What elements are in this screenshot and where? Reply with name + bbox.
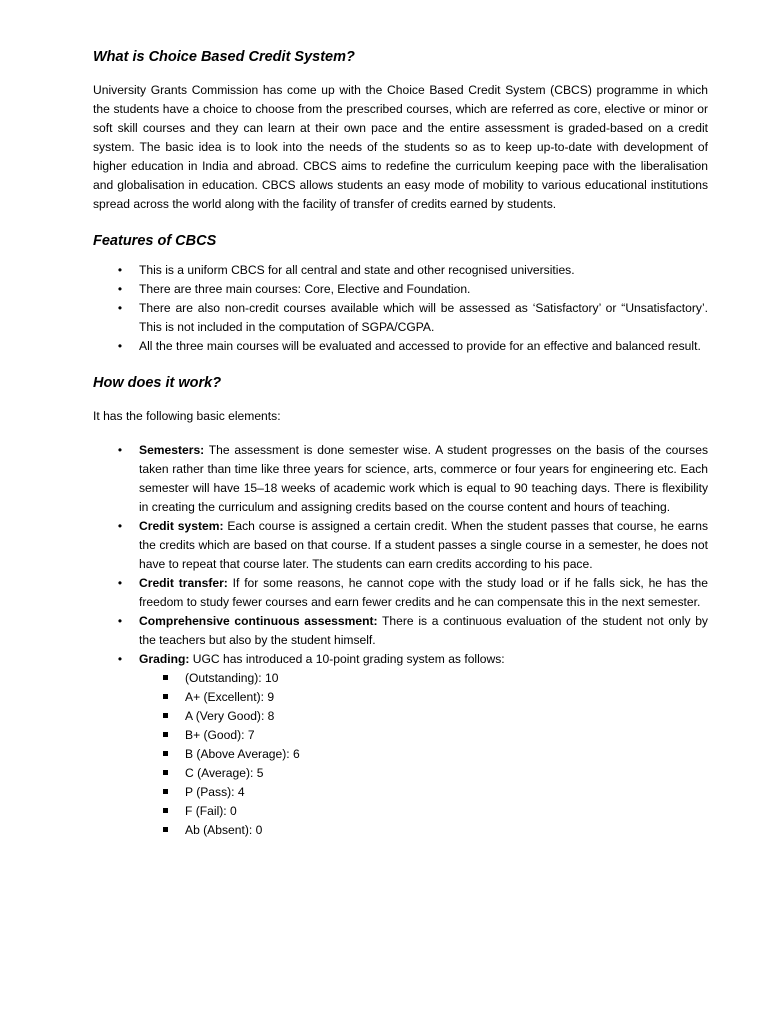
grade-text: A+ (Excellent): 9 [185,690,275,704]
grade-item [185,669,708,688]
grade-text: C (Average): 5 [185,766,264,780]
grade-text: (Outstanding): 10 [185,671,279,685]
element-description: UGC has introduced a 10-point grading system as follows: [189,652,505,666]
grade-text: B (Above Average): 6 [185,747,300,761]
bullet-icon: • [117,282,123,296]
element-item-credit-transfer [117,574,708,612]
grades-list [139,669,708,840]
feature-item [117,337,708,356]
grade-item [185,802,708,821]
grade-text: A (Very Good): 8 [185,709,275,723]
grade-text: Ab (Absent): 0 [185,823,263,837]
element-description: If for some reasons, he cannot cope with the study load or if he falls sick, he has the freedom to study fewer courses and earn fewer credits and he can compensate this in the next semester. [139,576,708,609]
bullet-icon: • [117,263,123,277]
bullet-icon: • [117,652,123,666]
feature-item [117,261,708,280]
grade-text: B+ (Good): 7 [185,728,255,742]
square-bullet-icon [163,751,168,756]
grade-text: F (Fail): 0 [185,804,237,818]
bullet-icon: • [117,301,123,315]
grade-item [185,745,708,764]
bullet-icon: • [117,614,123,628]
feature-item-text: This is a uniform CBCS for all central and state and other recognised universities. [139,263,575,277]
square-bullet-icon [163,789,168,794]
heading-what-is-cbcs: What is Choice Based Credit System? [93,49,355,65]
element-description: Each course is assigned a certain credit. When the student passes that course, he earns the credits which are based on that course. If a student passes a single course in a semester, he does not have to repeat that course later. The students can earn credits according to his pace. [139,519,709,571]
bullet-icon: • [117,576,123,590]
square-bullet-icon [163,827,168,832]
grade-item [185,726,708,745]
element-item-credit-system [117,517,709,574]
element-item-continuous-assessment [117,612,708,650]
element-term: Credit transfer: [139,576,228,590]
element-item-semesters [117,441,708,517]
grade-item [185,688,708,707]
feature-item [117,299,708,337]
square-bullet-icon [163,675,168,680]
cbcs-intro-paragraph: University Grants Commission has come up with the Choice Based Credit System (CBCS) programme in which the students have a choice to choose from the prescribed courses, which are referred as core, elective or minor or soft skill courses and they can learn at their own pace and the entire assessment is graded-based on a credit system. The basic idea is to look into the needs of the students so as to keep up-to-date with development of higher education in India and abroad. CBCS aims to redefine the curriculum keeping pace with the liberalisation and globalisation in education. CBCS allows students an easy mode of mobility to various educational institutions spread across the world along with the facility of transfer of credits earned by students. [93,83,708,211]
feature-item-text: All the three main courses will be evaluated and accessed to provide for an effective and balanced result. [139,339,701,353]
square-bullet-icon [163,808,168,813]
element-item-grading [117,650,708,840]
grade-item [185,707,708,726]
features-list [93,261,708,356]
grade-item [185,783,708,802]
square-bullet-icon [163,732,168,737]
square-bullet-icon [163,770,168,775]
element-description: The assessment is done semester wise. A student progresses on the basis of the courses taken rather than time like three years for science, arts, commerce or four years for engineering etc. Each semester will have 15–18 weeks of academic work which is equal to 90 teaching days. There is flexibility in creating the curriculum and assigning credits based on the course content and hours of teaching. [139,443,708,514]
bullet-icon: • [117,519,123,533]
grade-text: P (Pass): 4 [185,785,245,799]
feature-item-text: There are three main courses: Core, Elective and Foundation. [139,282,471,296]
feature-item-text: There are also non-credit courses available which will be assessed as ‘Satisfactory’ or “Unsatisfactory’. This is not included in the computation of SGPA/CGPA. [139,301,708,334]
heading-how-does-it-work: How does it work? [93,375,222,391]
element-term: Grading: [139,652,190,666]
bullet-icon: • [117,339,123,353]
grade-item [185,764,708,783]
element-term: Comprehensive continuous assessment: [139,614,378,628]
element-description: There is a continuous evaluation of the student not only by the teachers but also by the student himself. [139,614,708,647]
feature-item [117,280,708,299]
bullet-icon: • [117,443,123,457]
elements-intro-text: It has the following basic elements: [93,409,281,423]
heading-features-of-cbcs: Features of CBCS [93,233,217,249]
element-term: Credit system: [139,519,224,533]
grade-item [185,821,708,840]
elements-list [93,441,708,840]
square-bullet-icon [163,713,168,718]
element-term: Semesters: [139,443,205,457]
square-bullet-icon [163,694,168,699]
